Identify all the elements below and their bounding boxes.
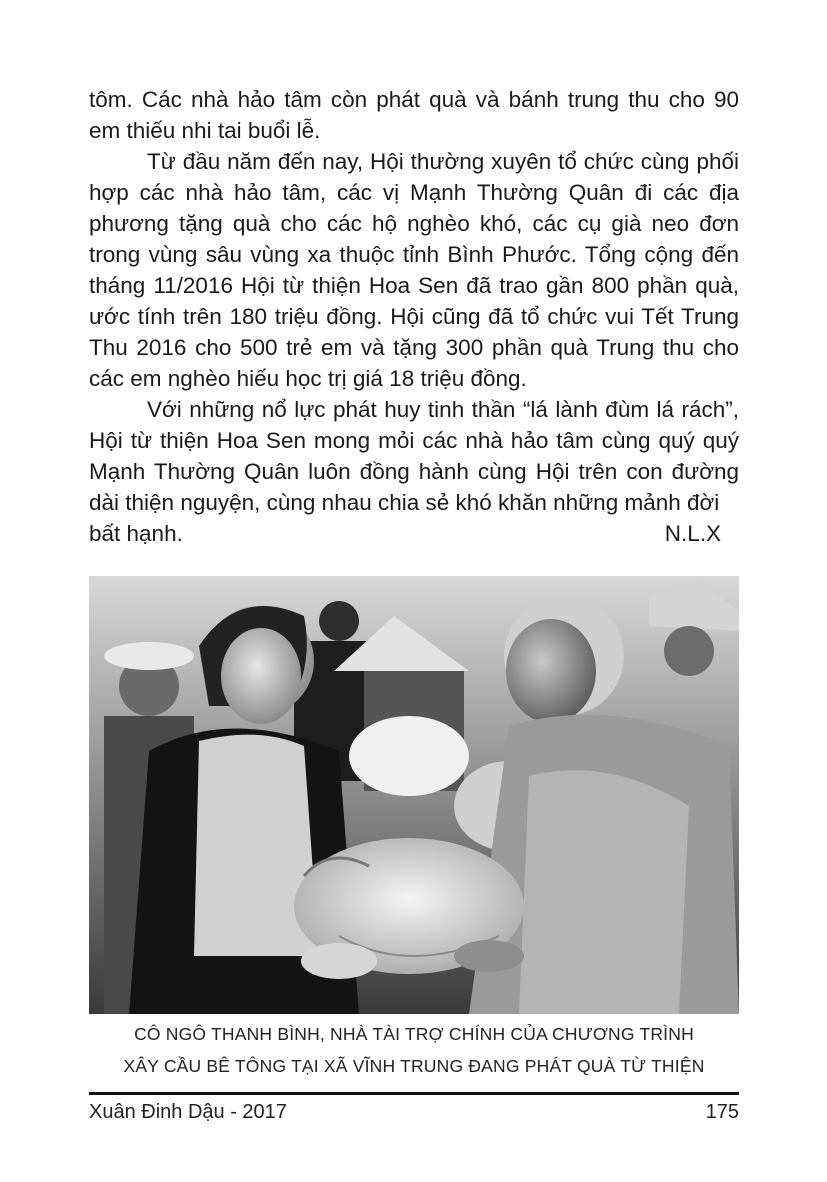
closing-text: bất hạnh.	[89, 521, 183, 546]
paragraph-3: Với những nổ lực phát huy tinh thần “lá lành đùm lá rách”, Hội từ thiện Hoa Sen mong mỏi các nhà hảo tâm cùng quý quý Mạnh Thường Quân luôn đồng hành cùng Hội trên con đường dài thiện nguyện, cùng nhau chia sẻ khó khăn những mảnh đời	[89, 397, 739, 515]
footer-divider	[89, 1092, 739, 1095]
paragraph-2: Từ đầu năm đến nay, Hội thường xuyên tổ chức cùng phối hợp các nhà hảo tâm, các vị Mạnh Thường Quân đi các địa phương tặng quà cho các hộ nghèo khó, các cụ già neo đơn trong vùng sâu vùng xa thuộc tỉnh Bình Phước. Tổng cộng đến tháng 11/2016 Hội từ thiện Hoa Sen đã trao gần 800 phần quà, ước tính trên 180 triệu đồng. Hội cũng đã tổ chức vui Tết Trung Thu 2016 cho 500 trẻ em và tặng 300 phần quà Trung thu cho các em nghèo hiếu học trị giá 18 triệu đồng.	[89, 149, 739, 391]
page-number: 175	[705, 1101, 739, 1123]
author-signature: N.L.X	[664, 521, 721, 546]
photo-caption-line-1: CÔ NGÔ THANH BÌNH, NHÀ TÀI TRỢ CHÍNH CỦA CHƯƠNG TRÌNH	[134, 1024, 694, 1044]
photo-illustration	[89, 576, 739, 1014]
photo-caption-line-2: XÂY CẦU BÊ TÔNG TẠI XÃ VĨNH TRUNG ĐANG PHÁT QUÀ TỪ THIỆN	[123, 1056, 705, 1076]
paragraph-1: tôm. Các nhà hảo tâm còn phát quà và bánh trung thu cho 90 em thiếu nhi tai buổi lễ.	[89, 87, 739, 143]
event-photo	[89, 576, 739, 1014]
article-body	[89, 84, 739, 549]
publication-title: Xuân Đinh Dậu - 2017	[89, 1101, 287, 1123]
closing-line	[89, 518, 721, 549]
